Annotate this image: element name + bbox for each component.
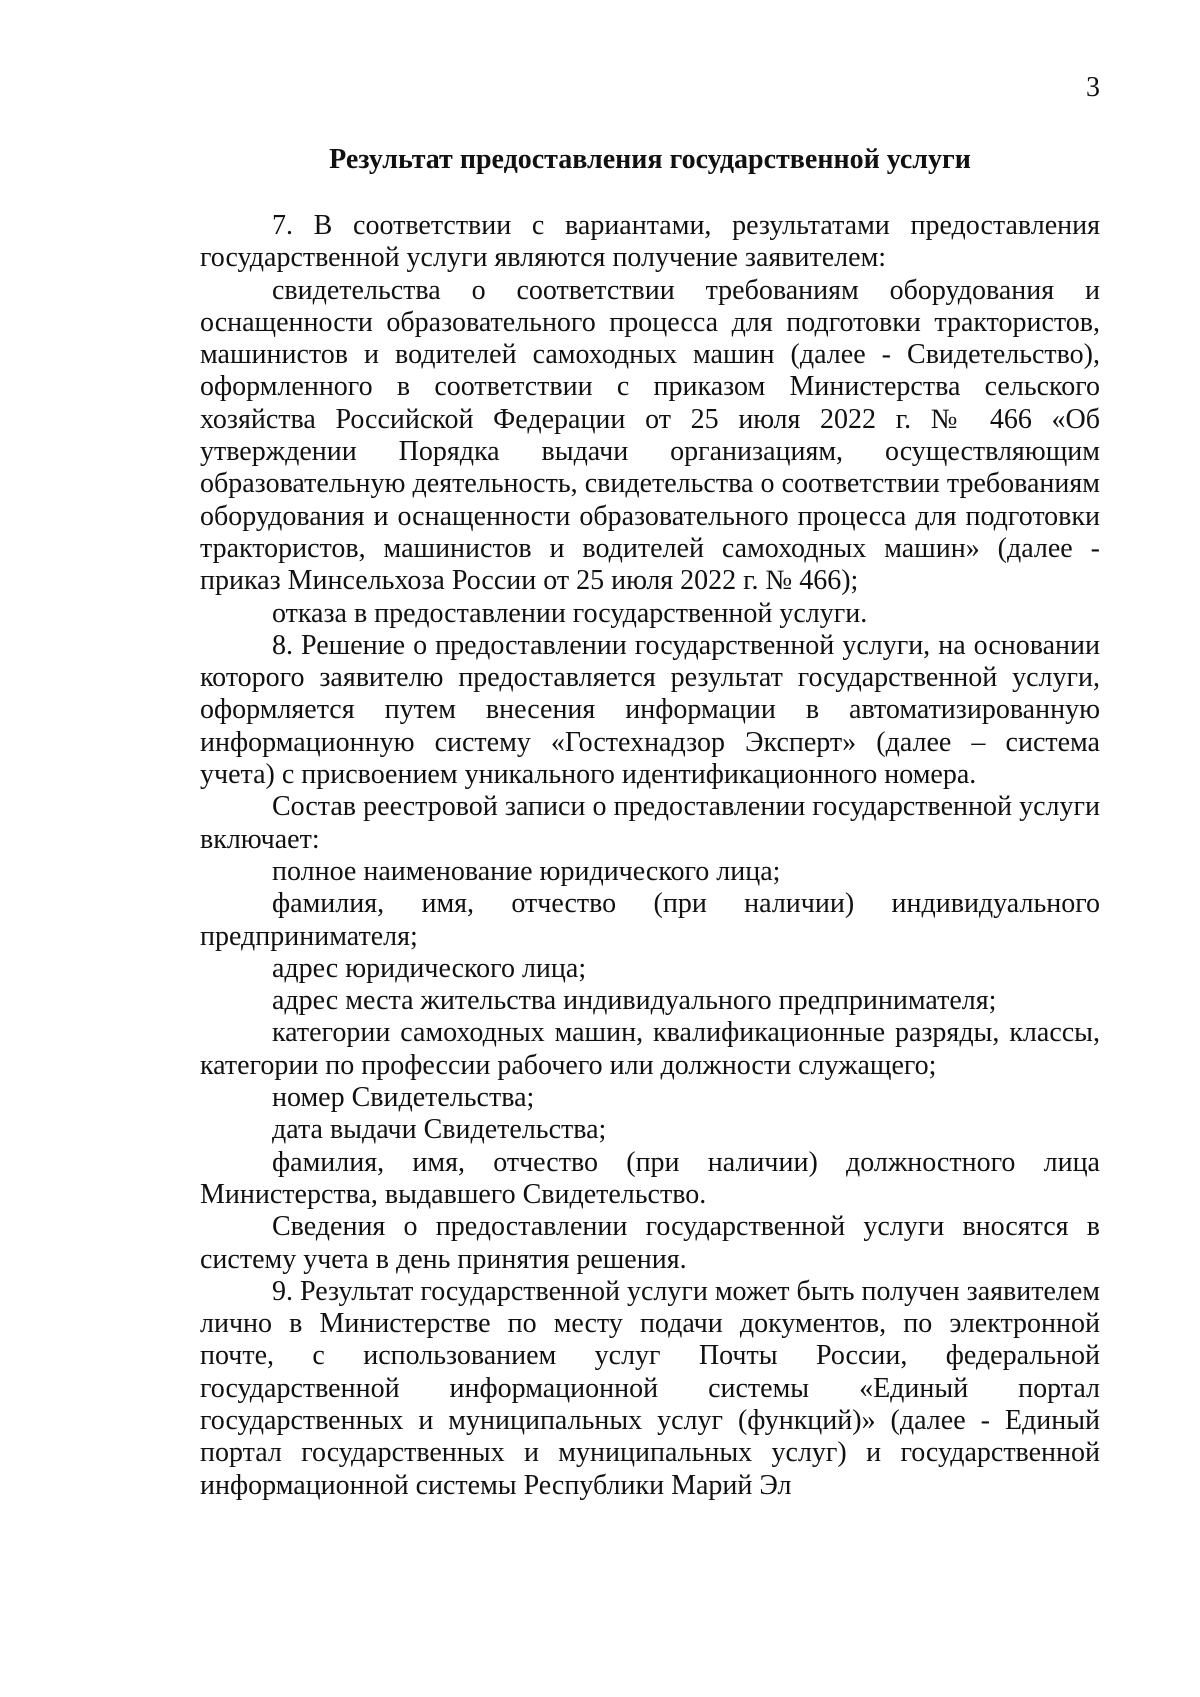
list-item-issue-date: дата выдачи Свидетельства; bbox=[272, 1114, 607, 1146]
paragraph-refusal: отказа в предоставлении государственной услуги. bbox=[272, 597, 868, 629]
list-item-legal-entity-name: полное наименование юридического лица; bbox=[272, 855, 781, 887]
paragraph-registry-composition: Состав реестровой записи о предоставлении государственной услуги включает: bbox=[200, 791, 1100, 855]
paragraph-item-7: 7. В соответствии с вариантами, результатами предоставления государственной услуги являются получение заявителем: bbox=[200, 210, 1100, 274]
page-number: 3 bbox=[1086, 72, 1100, 103]
section-heading: Результат предоставления государственной услуги bbox=[329, 144, 971, 175]
list-item-certificate-number: номер Свидетельства; bbox=[272, 1082, 535, 1114]
paragraph-item-8: 8. Решение о предоставлении государственной услуги, на основании которого заявителю предоставляется результат государственной услуги, оформляется путем внесения информации в автоматизированную информационную систему «Гостехнадзор Эксперт» (далее – система учета) с присвоением уникального идентификационного номера. bbox=[200, 629, 1100, 791]
paragraph-item-9: 9. Результат государственной услуги может быть получен заявителем лично в Министерстве по месту подачи документов, по электронной почте, с использованием услуг Почты России, федеральной государственной информационной системы «Единый портал государственных и муниципальных услуг (функций)» (далее - Единый портал государственных и муниципальных услуг) и государственной информационной системы Республики Марий Эл bbox=[200, 1275, 1100, 1501]
list-item-entrepreneur-name: фамилия, имя, отчество (при наличии) индивидуального предпринимателя; bbox=[200, 888, 1100, 952]
paragraph-certificate: свидетельства о соответствии требованиям оборудования и оснащенности образовательного процесса для подготовки трактористов, машинистов и водителей самоходных машин (далее - Свидетельство), оформленного в соответствии с приказом Министерства сельского хозяйства Российской Федерации от 25 июля 2022 г. № 466 «Об утверждении Порядка выдачи организациям, осуществляющим образовательную деятельность, свидетельства о соответствии требованиям оборудования и оснащенности образовательного процесса для подготовки трактористов, машинистов и водителей самоходных машин» (далее - приказ Минсельхоза России от 25 июля 2022 г. № 466); bbox=[200, 274, 1100, 597]
list-item-legal-entity-address: адрес юридического лица; bbox=[272, 952, 587, 984]
list-item-official-name: фамилия, имя, отчество (при наличии) должностного лица Министерства, выдавшего Свидетельство. bbox=[200, 1146, 1100, 1210]
document-body bbox=[200, 210, 1100, 1502]
list-item-machine-categories: категории самоходных машин, квалификационные разряды, классы, категории по профессии рабочего или должности служащего; bbox=[200, 1017, 1100, 1081]
paragraph-registration-timing: Сведения о предоставлении государственной услуги вносятся в систему учета в день принятия решения. bbox=[200, 1211, 1100, 1275]
list-item-entrepreneur-address: адрес места жительства индивидуального предпринимателя; bbox=[272, 985, 997, 1017]
